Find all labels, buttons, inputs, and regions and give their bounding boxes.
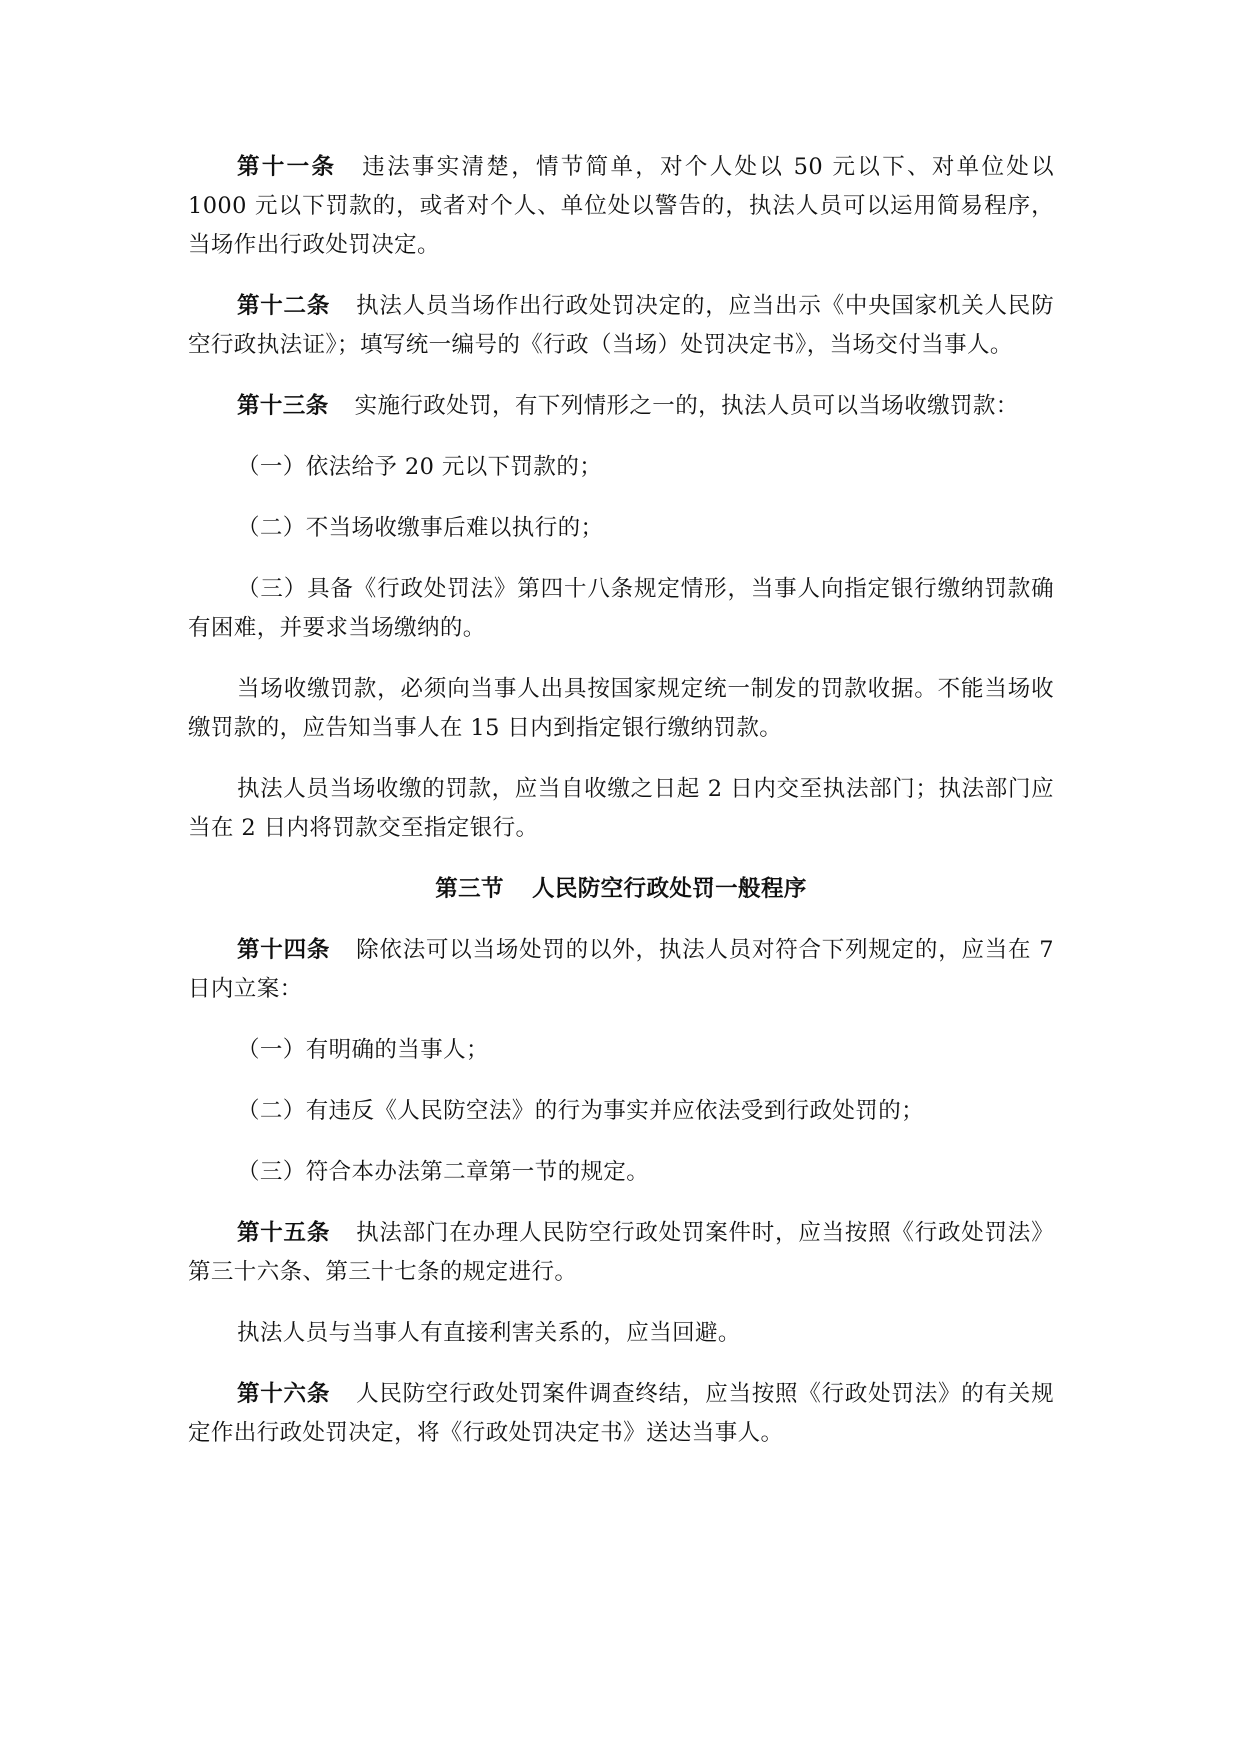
article-number: 第十六条 bbox=[237, 1381, 331, 1407]
section-title: 人民防空行政处罚一般程序 bbox=[531, 876, 807, 902]
list-item: （一）依法给予 20 元以下罚款的； bbox=[237, 454, 603, 480]
article-13-paragraph: 执法人员当场收缴的罚款，应当自收缴之日起 2 日内交至执法部门；执法部门应当在 2 日内将罚款交至指定银行。 bbox=[188, 776, 1054, 841]
article-number: 第十四条 bbox=[237, 937, 331, 963]
article-15 bbox=[188, 1214, 1054, 1292]
section-heading bbox=[188, 870, 1054, 909]
article-15-paragraph: 执法人员与当事人有直接利害关系的，应当回避。 bbox=[237, 1320, 741, 1346]
article-16 bbox=[188, 1375, 1054, 1453]
list-item: （一）有明确的当事人； bbox=[237, 1037, 489, 1063]
article-13 bbox=[188, 387, 1054, 426]
article-number: 第十五条 bbox=[237, 1220, 331, 1246]
article-12 bbox=[188, 287, 1054, 365]
article-14 bbox=[188, 931, 1054, 1009]
article-13-paragraph: 当场收缴罚款，必须向当事人出具按国家规定统一制发的罚款收据。不能当场收缴罚款的，应告知当事人在 15 日内到指定银行缴纳罚款。 bbox=[188, 676, 1054, 741]
article-number: 第十三条 bbox=[237, 393, 329, 419]
article-text: 除依法可以当场处罚的以外，执法人员对符合下列规定的，应当在 7 日内立案： bbox=[188, 937, 1054, 1002]
list-item: （二）有违反《人民防空法》的行为事实并应依法受到行政处罚的； bbox=[237, 1098, 925, 1124]
article-text: 实施行政处罚，有下列情形之一的，执法人员可以当场收缴罚款： bbox=[354, 393, 1019, 419]
article-number: 第十二条 bbox=[237, 293, 331, 319]
document-page bbox=[188, 148, 1054, 1475]
article-11 bbox=[188, 148, 1054, 265]
article-text: 违法事实清楚，情节简单，对个人处以 50 元以下、对单位处以 1000 元以下罚款的，或者对个人、单位处以警告的，执法人员可以运用简易程序，当场作出行政处罚决定。 bbox=[188, 154, 1054, 258]
list-item: （二）不当场收缴事后难以执行的； bbox=[237, 515, 604, 541]
article-number: 第十一条 bbox=[237, 154, 337, 180]
list-item: （三）具备《行政处罚法》第四十八条规定情形，当事人向指定银行缴纳罚款确有困难，并要求当场缴纳的。 bbox=[188, 576, 1054, 641]
article-text: 执法部门在办理人民防空行政处罚案件时，应当按照《行政处罚法》第三十六条、第三十七条的规定进行。 bbox=[188, 1220, 1054, 1285]
list-item: （三）符合本办法第二章第一节的规定。 bbox=[237, 1159, 650, 1185]
article-text: 执法人员当场作出行政处罚决定的，应当出示《中央国家机关人民防空行政执法证》；填写统一编号的《行政（当场）处罚决定书》，当场交付当事人。 bbox=[188, 293, 1054, 358]
article-text: 人民防空行政处罚案件调查终结，应当按照《行政处罚法》的有关规定作出行政处罚决定，将《行政处罚决定书》送达当事人。 bbox=[188, 1381, 1054, 1446]
section-number: 第三节 bbox=[435, 876, 504, 902]
